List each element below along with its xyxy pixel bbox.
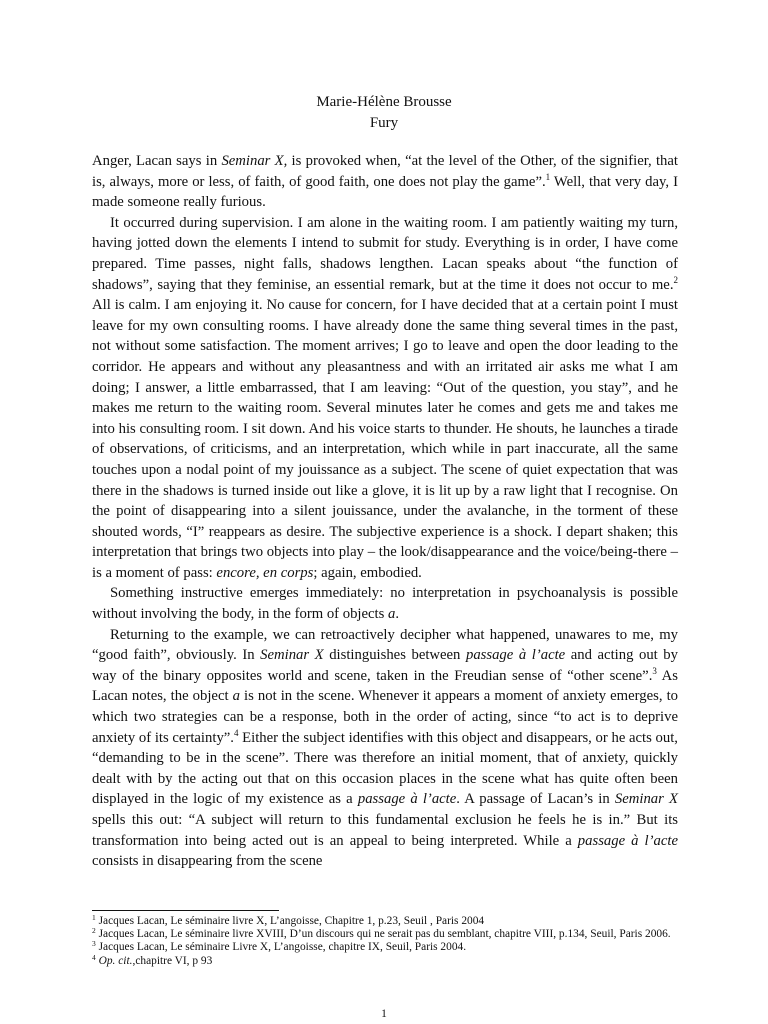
footnote-ref-4: 4 [233,727,239,738]
paragraph-3: Something instructive emerges immediately: no interpretation in psychoanalysis is possible without involving the body, in the form of objects a. [92,585,678,623]
footnote-2: $^2$ Jacques Lacan, Le séminaire livre XVIII, D’un discours qui ne serait pas du semblant, chapitre VIII, p.134, Seuil, Paris 2006. [92,926,671,941]
footnote-1: $^1$ Jacques Lacan, Le séminaire livre X, L’angoisse, Chapitre 1, p.23, Seuil , Paris 2004 [92,913,485,927]
document-title: Fury [369,115,399,131]
footnotes [92,915,678,968]
footnote-separator [92,910,279,911]
paragraph-2: It occurred during supervision. I am alone in the waiting room. I am patiently waiting my turn, having jotted down the elements I intend to submit for study. Everything is in order, I have come prepared. Time passes, night falls, shadows lengthen. Lacan speaks about “the function of shadows”, saying that they feminise, an essential remark, but at the time it does not occur to me.$^2$ All is calm. I am enjoying it. No cause for concern, for I have decided that at a certain point I must leave for my own consulting rooms. I have already done the same thing several times in the past, not without some satisfaction. The moment arrives; I go to leave and open the door leading to the corridor. He appears and without any pleasantness and with an irritated air asks me what I am doing; I answer, a little embarrassed, that I am leaving: “Out of the question, you stay”, and he makes me return to the waiting room. Several minutes later he comes and gets me and takes me into his consulting room. I sit down. And his voice starts to thunder. He shouts, he launches a tirade of observations, of criticisms, and an interpretation, which while in part inaccurate, all the same touches upon a nodal point of my jouissance as a subject. The scene of quiet expectation that was there in the shadows is turned inside out like a glove, it is lit up by a raw light that I recognise. On the point of disappearing into a silent jouissance, under the avalanche, in the torment of these shouted words, “I” reappears as desire. The subjective experience is a shock. I depart shaken; this interpretation that brings two objects into play – the look/disappearance and the voice/being-there – is a moment of pass: encore, en corps; again, embodied. [92,214,678,581]
author-name: Marie-Hélène Brousse [316,94,452,110]
paragraph-4: Returning to the example, we can retroactively decipher what happened, unawares to me, my “good faith”, obviously. In Seminar X distinguishes between passage à l’acte and acting out by way of the binary opposites world and scene, taken in the Freudian sense of “other scene”.$^3$ As Lacan notes, the object a is not in the scene. Whenever it appears a moment of anxiety emerges, to which two strategies can be a response, both in the order of acting, since “to act is to deprive anxiety of its certainty”.$^4$ Either the subject identifies with this object and disappears, or he acts out, “demanding to be in the scene”. There was therefore an initial moment, that of anxiety, quickly dealt with by the acting out that on this occasion places in the scene what has quite often been displayed in the logic of my existence as a passage à l’acte. A passage of Lacan’s in Seminar X spells this out: “A subject will return to this fundamental exclusion he feels he is in.” But its transformation into being acted out is an appeal to being interpreted. While a passage à l’acte consists in disappearing from the scene [92,626,679,870]
page-number: 1 [381,1008,387,1020]
body-text [92,151,678,872]
footnote-3: $^3$ Jacques Lacan, Le séminaire Livre X, L’angoisse, chapitre IX, Seuil, Paris 2004. [92,939,467,954]
footnote-ref-2: 2 [673,274,678,285]
document-header [0,92,768,134]
footnote-ref-3: 3 [652,665,657,676]
paragraph-1: Anger, Lacan says in Seminar X, is provoked when, “at the level of the Other, of the signifier, that is, always, more or less, of faith, of good faith, one does not play the game”.$^1$ Well, that very day, I made someone really furious. [92,153,678,211]
footnote-4: $^4$ Op. cit.,chapitre VI, p 93 [92,952,213,967]
footnote-ref-1: 1 [545,171,551,182]
